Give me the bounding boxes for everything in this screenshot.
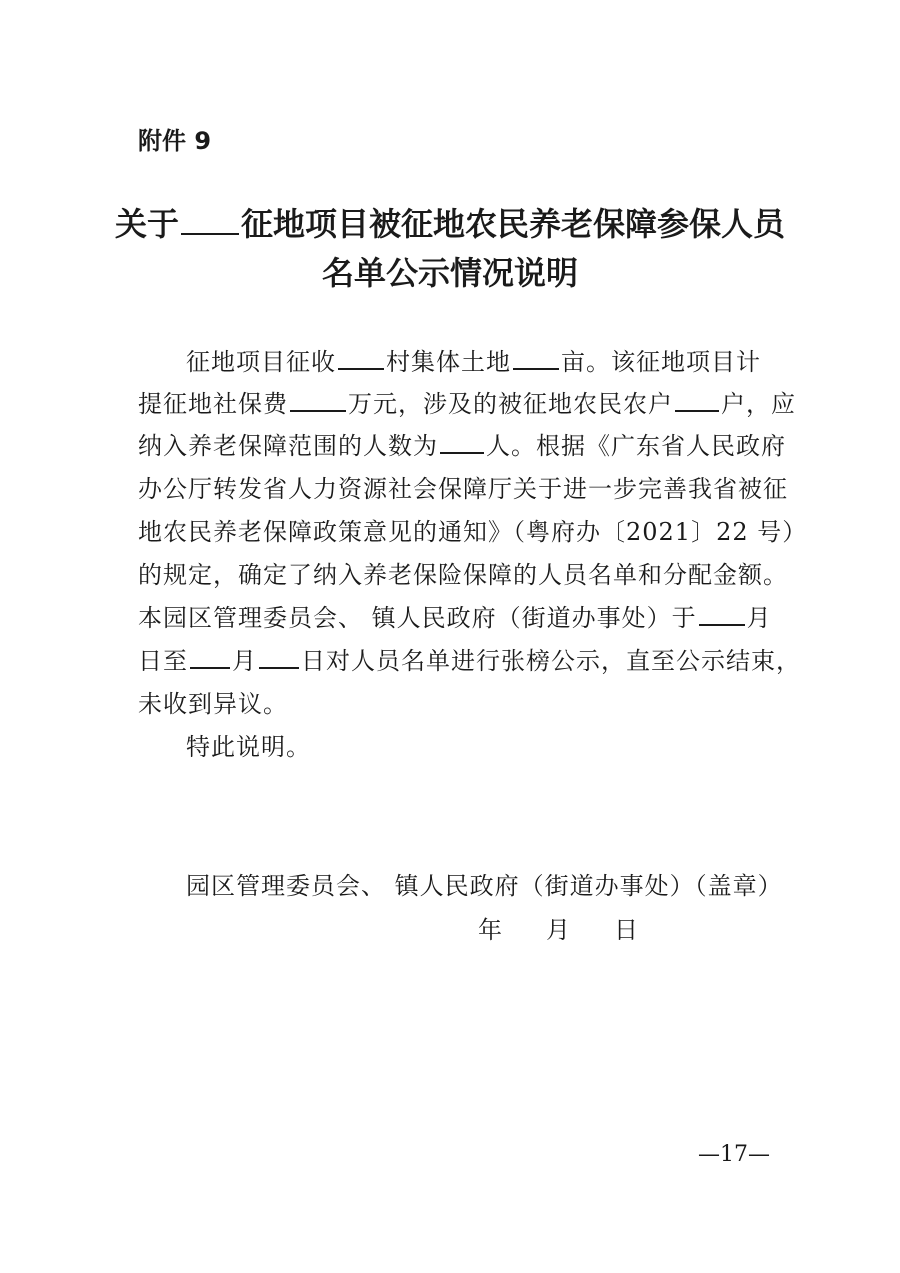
body-text: 月 <box>232 647 257 675</box>
signature-organization: 园区管理委员会、 镇人民政府（街道办事处）（盖章） <box>186 872 783 900</box>
blank-area <box>513 346 559 370</box>
page-number: —17— <box>698 1142 770 1167</box>
blank-village <box>338 346 384 370</box>
body-text: 纳入养老保障范围的人数为 <box>138 432 438 460</box>
title-blank <box>181 204 239 235</box>
body-line-9: 未收到异议。 <box>138 690 288 718</box>
body-text: 月 <box>746 604 772 632</box>
body-line-6: 的规定，确定了纳入养老保险保障的人员名单和分配金额。 <box>138 561 788 589</box>
body-text: 征地项目征收 <box>186 348 336 376</box>
title-prefix: 关于 <box>114 205 179 243</box>
body-text: 本园区管理委员会、 镇人民政府（街道办事处）于 <box>138 604 697 632</box>
body-text: 户，应 <box>721 390 796 418</box>
signature-date <box>478 910 638 945</box>
body-text: 日至 <box>138 647 188 675</box>
blank-fee <box>290 388 346 412</box>
blank-households <box>675 388 719 412</box>
date-month: 月 <box>546 916 570 944</box>
body-text: 万元，涉及的被征地农民农户 <box>348 390 673 418</box>
body-line-7 <box>138 598 772 633</box>
body-line-8 <box>138 641 801 676</box>
blank-end-month <box>190 645 230 669</box>
blank-persons <box>440 430 484 454</box>
body-line-4: 办公厅转发省人力资源社会保障厅关于进一步完善我省被征 <box>138 475 788 503</box>
body-line-3 <box>138 426 786 461</box>
document-title-line-1 <box>0 199 900 245</box>
body-line-1 <box>186 342 761 377</box>
blank-start-month <box>699 602 745 626</box>
date-day: 日 <box>614 916 638 944</box>
date-year: 年 <box>478 916 502 944</box>
attachment-label: 附件 9 <box>138 127 212 155</box>
closing-text: 特此说明。 <box>186 733 311 761</box>
body-line-5: 地农民养老保障政策意见的通知》（粤府办〔2021〕22 号） <box>138 518 808 546</box>
blank-end-day <box>259 645 299 669</box>
body-text: 亩。该征地项目计 <box>561 348 761 376</box>
body-line-2 <box>138 384 796 419</box>
body-text: 提征地社保费 <box>138 390 288 418</box>
document-title-line-2: 名单公示情况说明 <box>321 254 578 292</box>
title-suffix: 征地项目被征地农民养老保障参保人员 <box>241 205 786 243</box>
body-text: 人。根据《广东省人民政府 <box>486 432 786 460</box>
body-text: 日对人员名单进行张榜公示，直至公示结束， <box>301 647 801 675</box>
body-text: 村集体土地 <box>386 348 511 376</box>
